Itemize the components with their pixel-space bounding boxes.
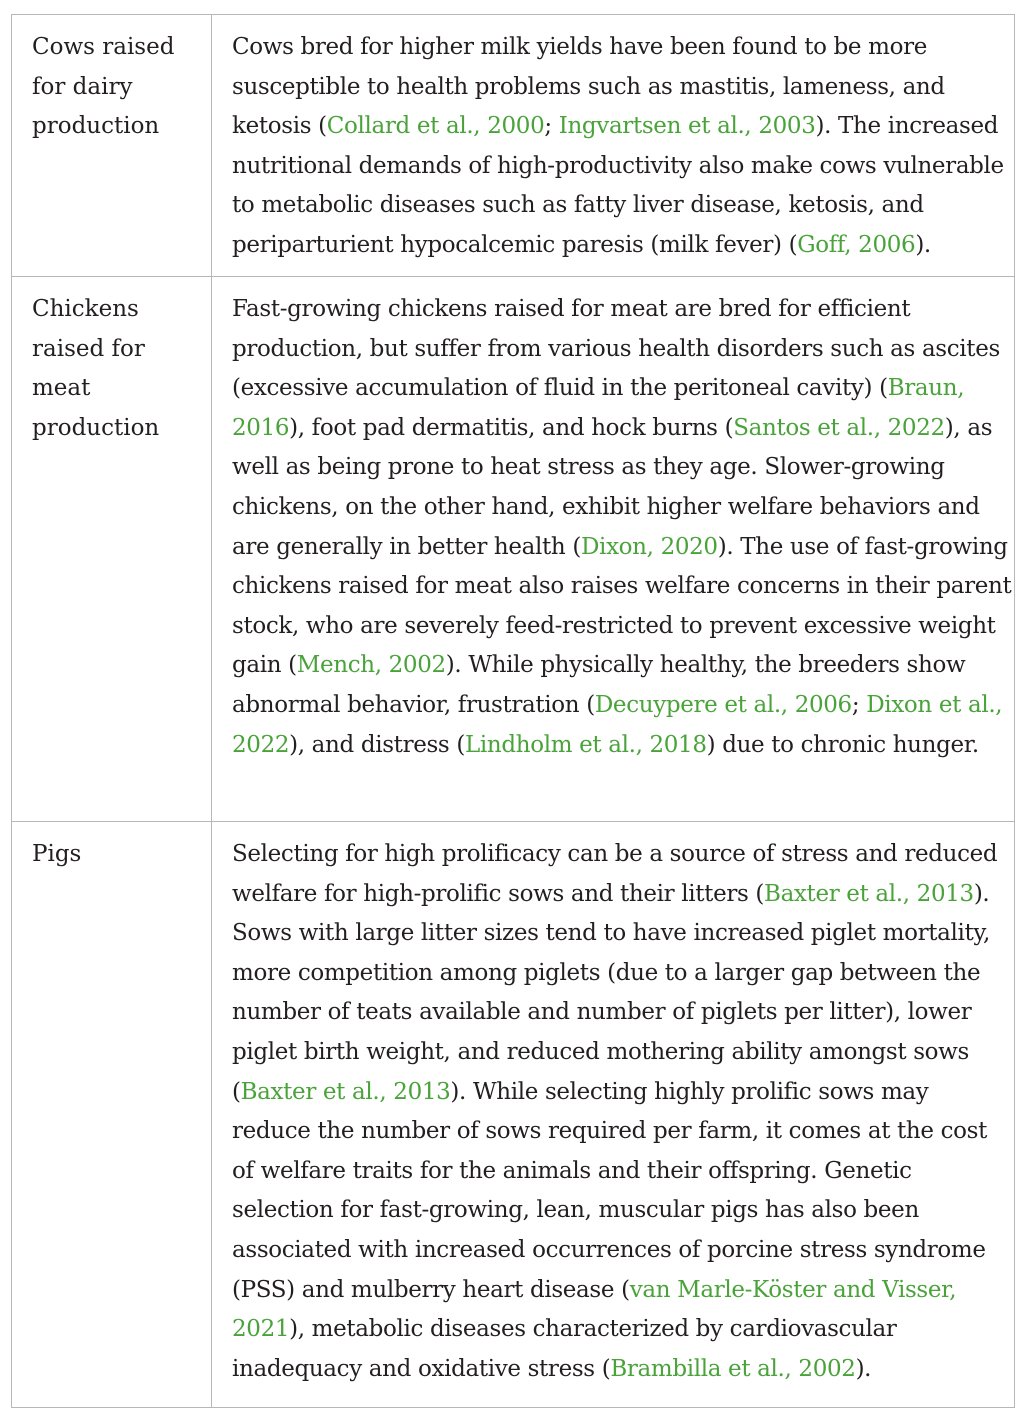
description-segment: ). The increased nutritional demands of high-productivity also make cows vulnerable to metabolic diseases such as fatty liver disease, ketosis, and periparturient hypocalcemic paresis (milk fever) ( bbox=[232, 113, 1004, 258]
description-segment: Fast-growing chickens raised for meat are bred for efficient production, but suffer from various health disorders such as ascites (excessive accumulation of fluid in the peritoneal cavity) ( bbox=[232, 296, 1000, 402]
citation-link[interactable]: van Marle-Köster and Visser, 2021 bbox=[232, 1276, 957, 1343]
table-row bbox=[12, 15, 1015, 277]
species-label: Cows raised for dairy production bbox=[32, 34, 175, 140]
species-cell bbox=[12, 822, 212, 1408]
description-segment: ). While physically healthy, the breeders show abnormal behavior, frustration ( bbox=[232, 652, 966, 718]
description-segment: ), and distress ( bbox=[289, 731, 465, 758]
citation-link[interactable]: Santos et al., 2022 bbox=[733, 414, 945, 441]
description-segment: Cows bred for higher milk yields have been found to be more susceptible to health problems such as mastitis, lameness, and ketosis ( bbox=[232, 34, 945, 140]
species-label: Chickens raised for meat production bbox=[32, 296, 160, 441]
description-segment: ), metabolic diseases characterized by cardiovascular inadequacy and oxidative stress ( bbox=[232, 1316, 897, 1382]
description-text bbox=[232, 15, 1012, 266]
species-cell bbox=[12, 277, 212, 822]
citation-link[interactable]: Decuypere et al., 2006 bbox=[594, 691, 852, 718]
citation-link[interactable]: Dixon, 2020 bbox=[580, 533, 718, 560]
description-segment: ), foot pad dermatitis, and hock burns ( bbox=[289, 414, 734, 441]
description-cell bbox=[212, 277, 1015, 822]
citation-link[interactable]: Dixon et al., 2022 bbox=[232, 691, 1003, 758]
welfare-table bbox=[11, 14, 1015, 1408]
citation-link[interactable]: Mench, 2002 bbox=[296, 652, 446, 679]
description-cell bbox=[212, 822, 1015, 1408]
citation-link[interactable]: Braun, 2016 bbox=[232, 375, 965, 441]
description-segment: ). While selecting highly prolific sows may reduce the number of sows required per farm, it comes at the cost of welfare traits for the animals and their offspring. Genetic selection for fast-growing, lean, muscular pigs has also been associated with increased occurrences of porcine stress syndrome (PSS) and mulberry heart disease ( bbox=[232, 1078, 987, 1303]
description-segment: ). bbox=[915, 231, 931, 258]
description-segment: ; bbox=[851, 691, 867, 718]
description-segment: ). bbox=[855, 1355, 872, 1382]
description-segment: ; bbox=[544, 113, 559, 140]
citation-link[interactable]: Goff, 2006 bbox=[797, 231, 916, 258]
species-label: Pigs bbox=[32, 841, 82, 867]
table-row bbox=[12, 277, 1015, 822]
description-segment: ) due to chronic hunger. bbox=[706, 731, 979, 758]
citation-link[interactable]: Baxter et al., 2013 bbox=[240, 1078, 451, 1105]
citation-link[interactable]: Baxter et al., 2013 bbox=[764, 880, 974, 907]
table-row bbox=[12, 822, 1015, 1408]
description-text bbox=[232, 822, 1012, 1389]
citation-link[interactable]: Collard et al., 2000 bbox=[326, 113, 545, 140]
description-segment: ). The use of fast-growing chickens raised for meat also raises welfare concerns in their parent stock, who are severely feed-restricted to prevent excessive weight gain ( bbox=[232, 533, 1012, 679]
description-segment: ). Sows with large litter sizes tend to have increased piglet mortality, more competition among piglets (due to a larger gap between the number of teats available and number of piglets per litter), lower piglet birth weight, and reduced mothering ability amongst sows ( bbox=[232, 880, 990, 1105]
citation-link[interactable]: Lindholm et al., 2018 bbox=[464, 731, 707, 758]
description-segment: ), as well as being prone to heat stress as they age. Slower-growing chickens, on the other hand, exhibit higher welfare behaviors and are generally in better health ( bbox=[232, 414, 993, 560]
description-text bbox=[232, 277, 1012, 765]
citation-link[interactable]: Ingvartsen et al., 2003 bbox=[558, 113, 816, 140]
citation-link[interactable]: Brambilla et al., 2002 bbox=[610, 1355, 856, 1382]
description-segment: Selecting for high prolificacy can be a source of stress and reduced welfare for high-prolific sows and their litters ( bbox=[232, 841, 998, 907]
species-cell bbox=[12, 15, 212, 277]
description-cell bbox=[212, 15, 1015, 277]
